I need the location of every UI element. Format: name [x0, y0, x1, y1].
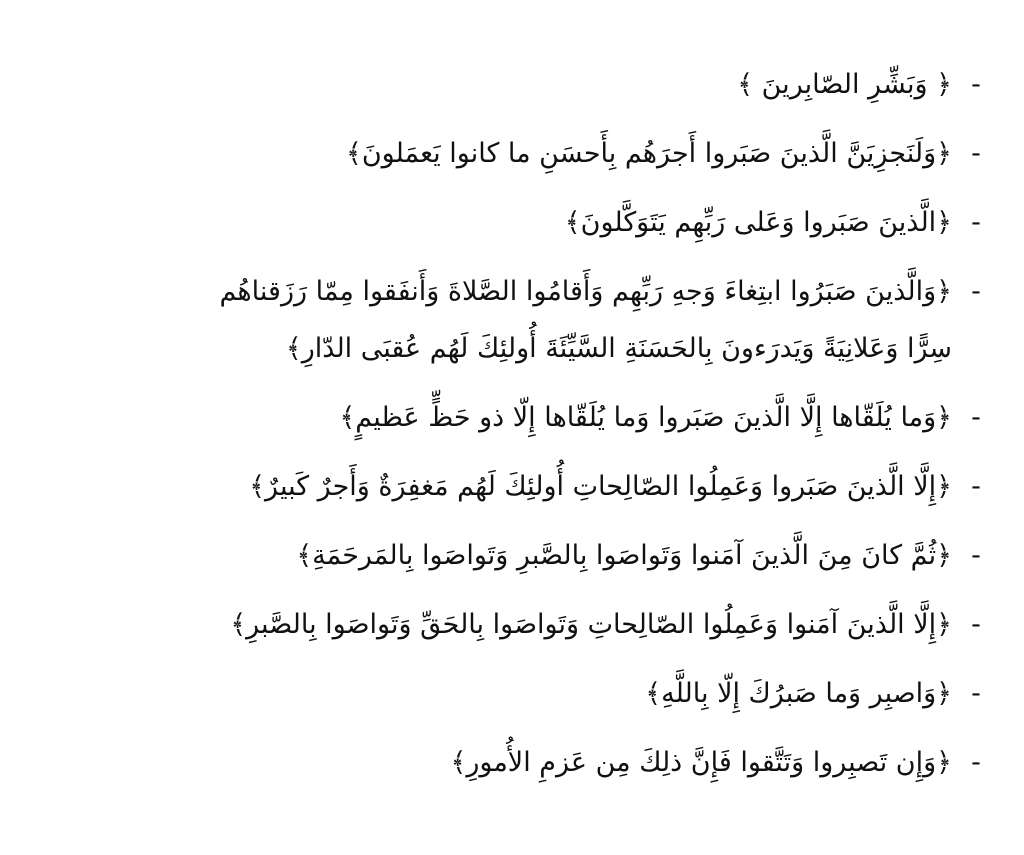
- bullet-dash: -: [971, 138, 981, 169]
- verse-text: ﴿ثُمَّ كانَ مِنَ الَّذينَ آمَنوا وَتَواصَوا بِالصَّبرِ وَتَواصَوا بِالمَرحَمَةِ﴾: [296, 540, 952, 571]
- bullet-dash: -: [971, 402, 981, 433]
- bullet-dash: -: [971, 207, 981, 238]
- verse-item: [166, 257, 986, 383]
- verse-text: ﴿وَإِن تَصبِروا وَتَتَّقوا فَإِنَّ ذلِكَ مِن عَزمِ الأُمورِ﴾: [450, 747, 952, 778]
- verse-text: ﴿ وَبَشِّرِ الصّابِرينَ ﴾: [737, 69, 952, 100]
- verse-item: [166, 728, 986, 797]
- bullet-dash: -: [971, 609, 981, 640]
- verse-text: ﴿إِلَّا الَّذينَ صَبَروا وَعَمِلُوا الصّالِحاتِ أُولئِكَ لَهُم مَغفِرَةٌ وَأَجرٌ كَبيرٌ﴾: [249, 471, 952, 502]
- verse-item: [166, 119, 986, 188]
- verse-item: [166, 50, 986, 119]
- bullet-dash: -: [971, 69, 981, 100]
- verse-list: [166, 50, 986, 797]
- verse-item: [166, 590, 986, 659]
- bullet-dash: -: [971, 276, 981, 307]
- bullet-dash: -: [971, 540, 981, 571]
- bullet-dash: -: [971, 747, 981, 778]
- verse-item: [166, 521, 986, 590]
- verse-text: ﴿وَلَنَجزِيَنَّ الَّذينَ صَبَروا أَجرَهُم بِأَحسَنِ ما كانوا يَعمَلونَ﴾: [346, 138, 952, 169]
- bullet-dash: -: [971, 678, 981, 709]
- verse-text: ﴿وَالَّذينَ صَبَرُوا ابتِغاءَ وَجهِ رَبِّهِم وَأَقامُوا الصَّلاةَ وَأَنفَقوا مِمّا رَزَقناهُم سِرًّا وَعَلانِيَةً وَيَدرَءونَ بِالحَسَنَةِ السَّيِّئَةَ أُولئِكَ لَهُم عُقبَى الدّارِ﴾: [219, 276, 952, 364]
- verse-text: ﴿وَاصبِر وَما صَبرُكَ إِلّا بِاللَّهِ﴾: [645, 678, 952, 709]
- bullet-dash: -: [971, 471, 981, 502]
- verse-text: ﴿وَما يُلَقّاها إِلَّا الَّذينَ صَبَروا وَما يُلَقّاها إِلّا ذو حَظٍّ عَظيمٍ﴾: [339, 402, 952, 433]
- verse-item: [166, 452, 986, 521]
- verse-text: ﴿الَّذينَ صَبَروا وَعَلى رَبِّهِم يَتَوَكَّلونَ﴾: [564, 207, 952, 238]
- verse-item: [166, 659, 986, 728]
- verse-text: ﴿إِلَّا الَّذينَ آمَنوا وَعَمِلُوا الصّالِحاتِ وَتَواصَوا بِالحَقِّ وَتَواصَوا بِالصَّبرِ﴾: [230, 609, 952, 640]
- verse-item: [166, 383, 986, 452]
- verse-item: [166, 188, 986, 257]
